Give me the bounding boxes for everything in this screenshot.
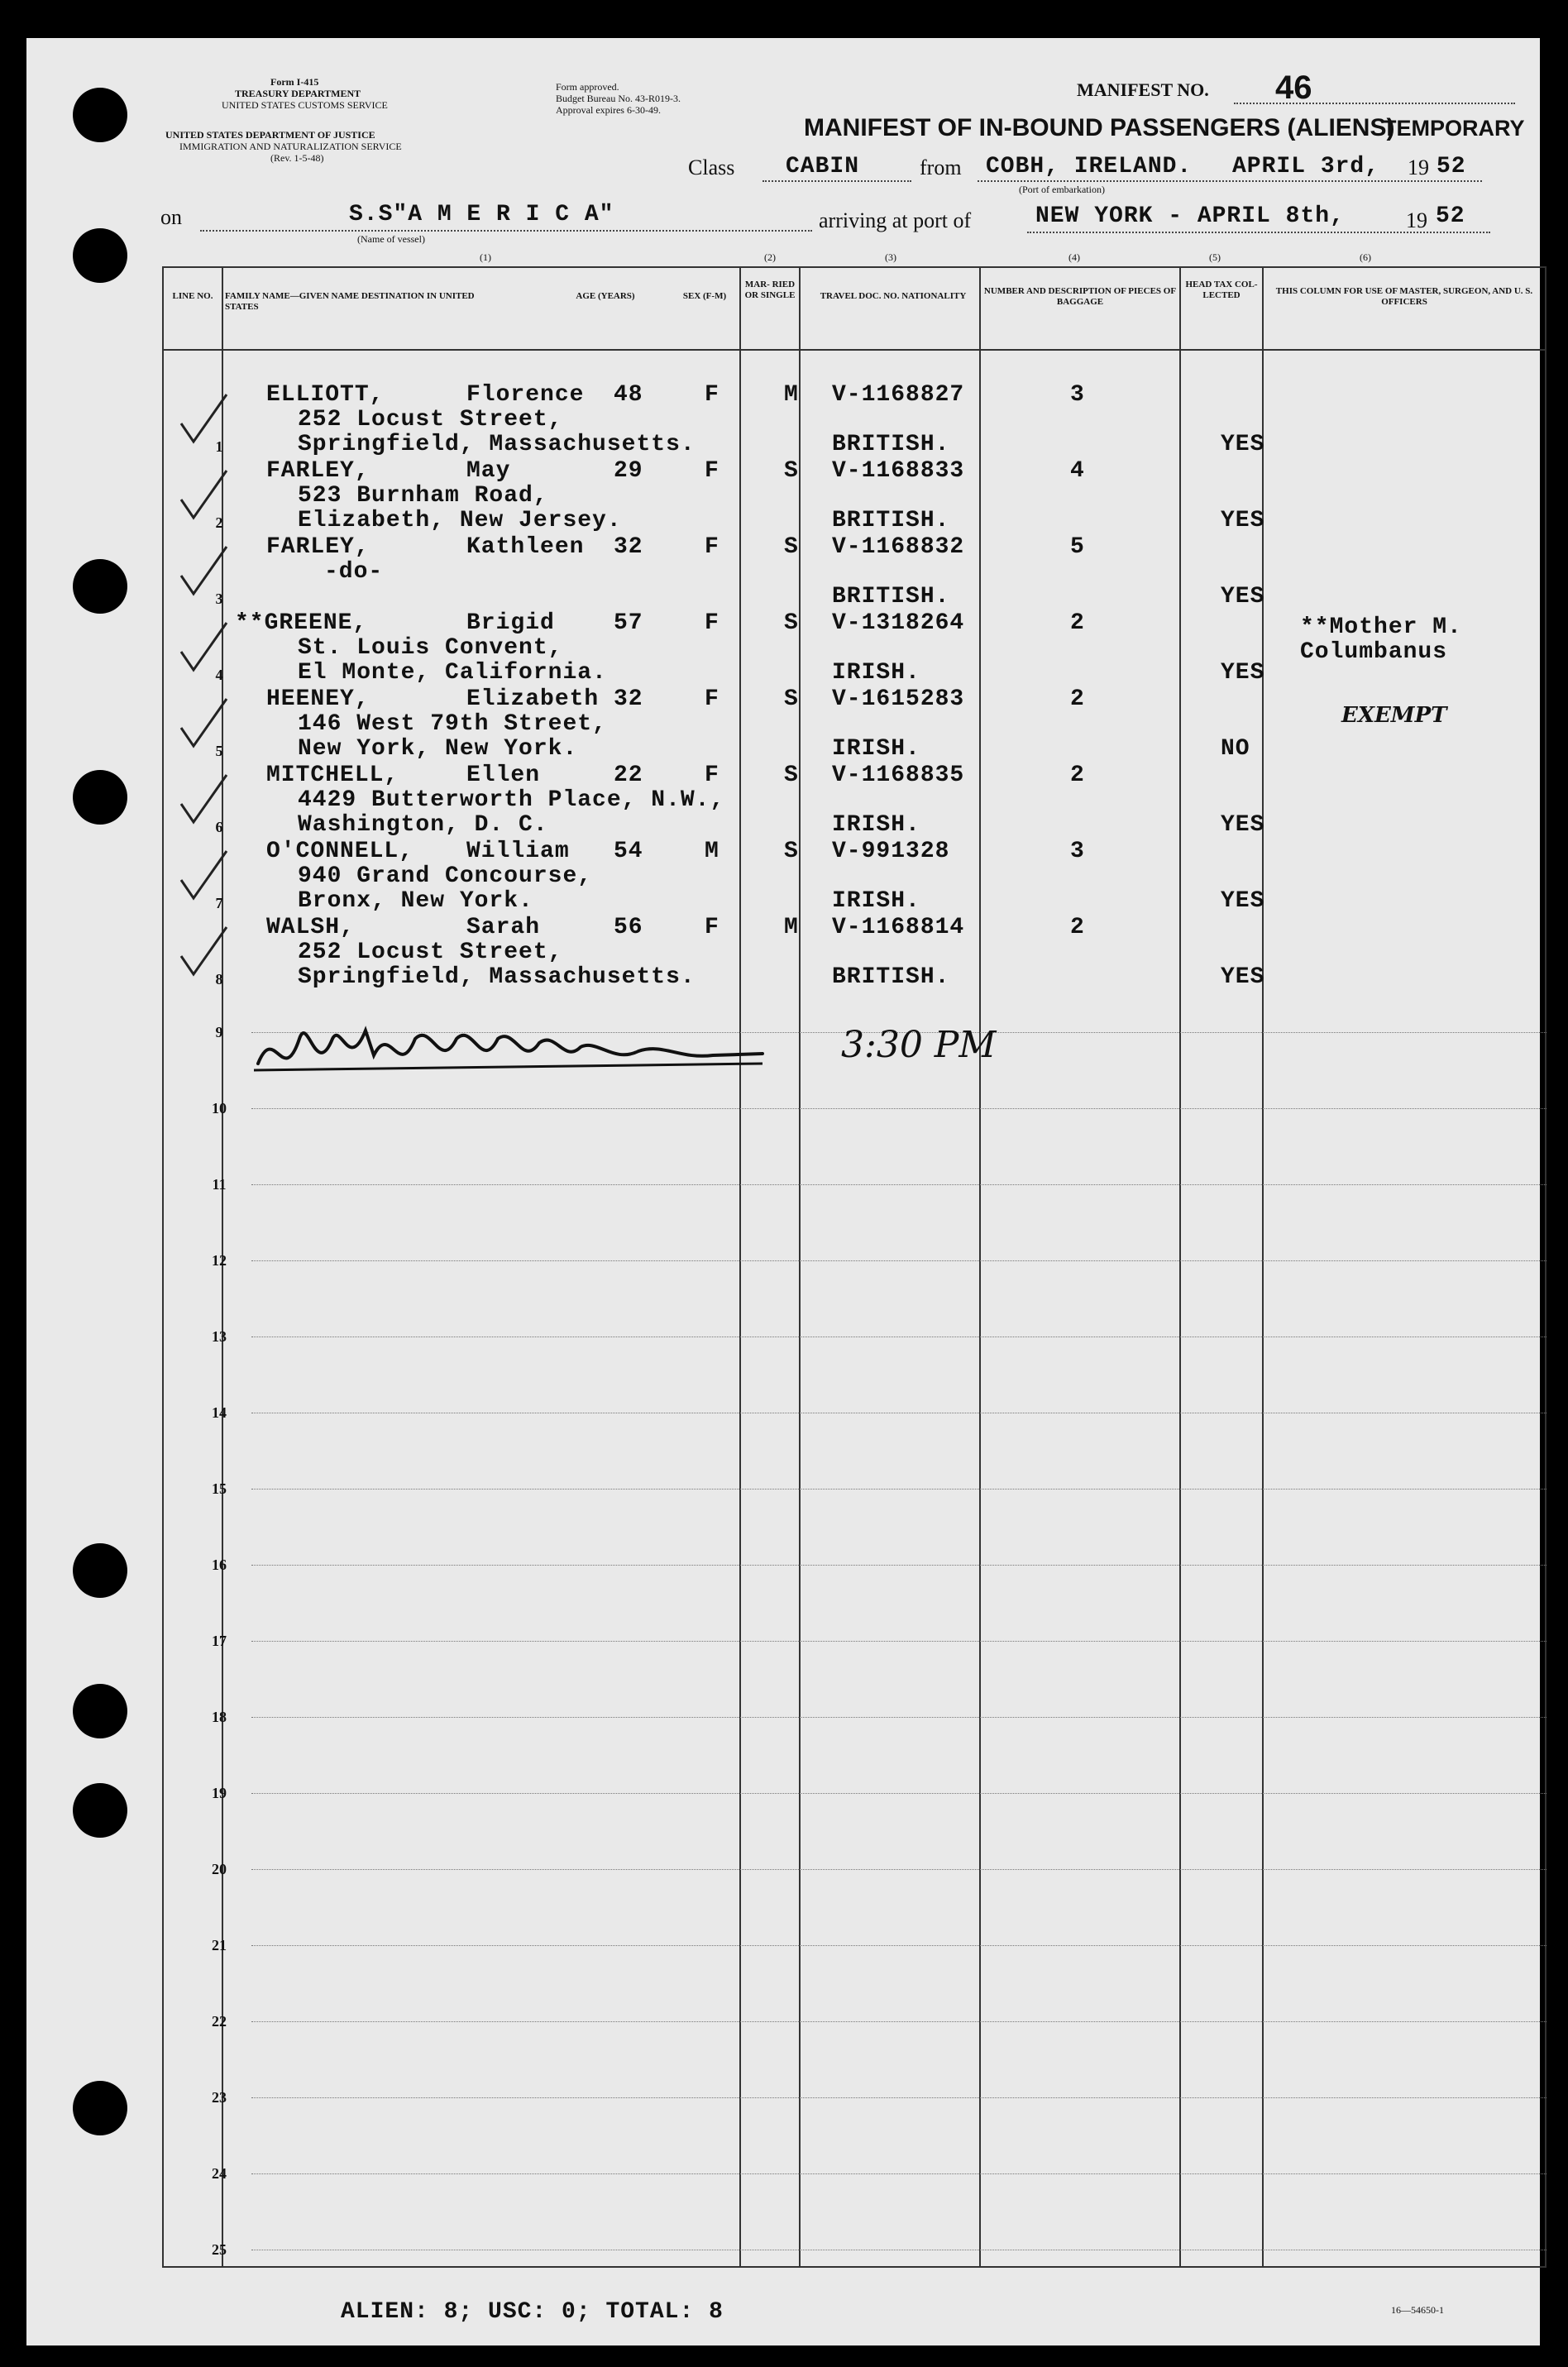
line-number: 24 xyxy=(212,2165,227,2182)
passenger-sex: F xyxy=(705,534,719,560)
empty-row xyxy=(251,1717,1546,1718)
passenger-baggage-count: 3 xyxy=(1070,382,1085,408)
punch-hole xyxy=(73,88,127,142)
line-number: 14 xyxy=(212,1404,227,1421)
passenger-nationality: BRITISH. xyxy=(832,508,950,533)
passenger-address-line1: 523 Burnham Road, xyxy=(298,483,548,509)
line-number: 6 xyxy=(215,819,223,835)
line-number: 25 xyxy=(212,2241,227,2258)
checkmark-icon xyxy=(177,771,235,829)
passenger-address-line2: Bronx, New York. xyxy=(298,888,533,914)
line-number: 16 xyxy=(212,1556,227,1573)
empty-row xyxy=(251,1260,1546,1261)
passenger-marital-status: S xyxy=(784,610,799,636)
passenger-baggage-count: 4 xyxy=(1070,458,1085,484)
class-label: Class xyxy=(688,155,735,179)
passenger-address-line1: -do- xyxy=(324,559,384,585)
arrival-port-date: NEW YORK - APRIL 8th, xyxy=(1035,203,1345,229)
col-number: (5) xyxy=(1209,251,1221,263)
passenger-address-line1: 4429 Butterworth Place, N.W., xyxy=(298,787,725,813)
checkmark-icon xyxy=(177,847,235,905)
checkmark-icon xyxy=(177,619,235,677)
passenger-sex: F xyxy=(705,458,719,484)
passenger-address-line1: 940 Grand Concourse, xyxy=(298,863,593,889)
port-caption: (Port of embarkation) xyxy=(1019,184,1105,195)
col-header-head-tax: HEAD TAX COL- LECTED xyxy=(1185,280,1258,300)
checkmark-icon xyxy=(177,923,235,981)
col-header-baggage: NUMBER AND DESCRIPTION OF PIECES OF BAGGAGE xyxy=(983,286,1177,307)
col-number: (2) xyxy=(764,251,776,263)
passenger-given-name: Florence xyxy=(466,382,585,408)
class-value: CABIN xyxy=(786,154,860,179)
passenger-baggage-count: 3 xyxy=(1070,839,1085,864)
passenger-family-name: **GREENE, xyxy=(235,610,368,636)
col-number: (3) xyxy=(885,251,896,263)
passenger-sex: M xyxy=(705,839,719,864)
line-number: 17 xyxy=(212,1633,227,1649)
empty-row xyxy=(251,1641,1546,1642)
year-prefix: 19 xyxy=(1408,155,1429,179)
passenger-family-name: WALSH, xyxy=(266,915,355,940)
empty-row xyxy=(251,2173,1546,2174)
passenger-head-tax: YES xyxy=(1221,432,1265,457)
passenger-address-line1: 146 West 79th Street, xyxy=(298,711,607,737)
line-number: 2 xyxy=(215,514,223,531)
col-header-age: AGE (YEARS) xyxy=(576,291,635,301)
line-number: 19 xyxy=(212,1785,227,1801)
manifest-page xyxy=(26,38,1540,2345)
line-number: 12 xyxy=(212,1252,227,1269)
line-number: 1 xyxy=(215,438,223,455)
punch-hole xyxy=(73,2081,127,2135)
passenger-age: 56 xyxy=(614,915,643,940)
arrival-year: 52 xyxy=(1436,203,1465,229)
passenger-baggage-count: 5 xyxy=(1070,534,1085,560)
col-header-officers: THIS COLUMN FOR USE OF MASTER, SURGEON, AND U. S. OFFICERS xyxy=(1275,286,1533,307)
passenger-age: 54 xyxy=(614,839,643,864)
officer-note: EXEMPT xyxy=(1341,703,1447,728)
line-number: 15 xyxy=(212,1480,227,1497)
col-number: (4) xyxy=(1068,251,1080,263)
passenger-family-name: ELLIOTT, xyxy=(266,382,385,408)
passenger-baggage-count: 2 xyxy=(1070,686,1085,712)
line-number: 5 xyxy=(215,743,223,759)
passenger-given-name: Kathleen xyxy=(466,534,585,560)
passenger-baggage-count: 2 xyxy=(1070,915,1085,940)
passenger-address-line2: El Monte, California. xyxy=(298,660,607,686)
line-number: 9 xyxy=(215,1024,223,1040)
passenger-marital-status: S xyxy=(784,458,799,484)
passenger-head-tax: YES xyxy=(1221,812,1265,838)
officer-signature xyxy=(250,1006,779,1101)
budget-bureau: Budget Bureau No. 43-R019-3. xyxy=(556,93,681,104)
passenger-head-tax: YES xyxy=(1221,964,1265,990)
manifest-number: 46 xyxy=(1275,69,1312,106)
passenger-address-line1: 252 Locust Street, xyxy=(298,407,563,433)
passenger-age: 32 xyxy=(614,686,643,712)
passenger-marital-status: S xyxy=(784,839,799,864)
passenger-sex: F xyxy=(705,382,719,408)
passenger-family-name: HEENEY, xyxy=(266,686,370,712)
passenger-marital-status: S xyxy=(784,686,799,712)
passenger-sex: F xyxy=(705,763,719,788)
treasury-label: TREASURY DEPARTMENT xyxy=(235,88,361,99)
passenger-sex: F xyxy=(705,915,719,940)
line-number: 22 xyxy=(212,2013,227,2030)
passenger-nationality: IRISH. xyxy=(832,812,920,838)
checkmark-icon xyxy=(177,390,235,448)
ins-label: IMMIGRATION AND NATURALIZATION SERVICE xyxy=(179,141,402,152)
line-number: 4 xyxy=(215,667,223,683)
line-number: 3 xyxy=(215,591,223,607)
punch-hole xyxy=(73,559,127,614)
passenger-age: 32 xyxy=(614,534,643,560)
from-label: from xyxy=(920,155,962,179)
passenger-nationality: BRITISH. xyxy=(832,964,950,990)
passenger-head-tax: YES xyxy=(1221,888,1265,914)
passenger-travel-doc: V-1168833 xyxy=(832,458,965,484)
col-header-name: FAMILY NAME—GIVEN NAME DESTINATION IN UNITED STATES xyxy=(225,291,475,312)
vessel-caption: (Name of vessel) xyxy=(357,233,425,245)
passenger-nationality: IRISH. xyxy=(832,660,920,686)
line-number: 11 xyxy=(212,1176,227,1193)
empty-row xyxy=(251,1489,1546,1490)
embarkation-port: COBH, IRELAND. xyxy=(986,154,1193,179)
empty-row xyxy=(251,1793,1546,1794)
empty-row xyxy=(251,1869,1546,1870)
line-number: 21 xyxy=(212,1937,227,1953)
line-number: 18 xyxy=(212,1709,227,1725)
officer-note: **Mother M. Columbanus xyxy=(1300,614,1462,665)
col-number: (1) xyxy=(480,251,491,263)
embarkation-year: 52 xyxy=(1437,154,1466,179)
arrival-time-note: 3:30 PM xyxy=(841,1024,997,1066)
passenger-given-name: Elizabeth xyxy=(466,686,600,712)
passenger-travel-doc: V-1168832 xyxy=(832,534,965,560)
col-header-sex: SEX (F-M) xyxy=(682,291,727,301)
passenger-family-name: FARLEY, xyxy=(266,534,370,560)
passenger-nationality: BRITISH. xyxy=(832,584,950,610)
form-number: Form I-415 xyxy=(270,76,319,88)
punch-hole xyxy=(73,1783,127,1838)
passenger-marital-status: S xyxy=(784,763,799,788)
checkmark-icon xyxy=(177,466,235,524)
passenger-given-name: Sarah xyxy=(466,915,541,940)
punch-hole xyxy=(73,770,127,825)
manifest-no-label: MANIFEST NO. xyxy=(1077,79,1209,100)
passenger-nationality: IRISH. xyxy=(832,736,920,762)
passenger-head-tax: YES xyxy=(1221,584,1265,610)
empty-row xyxy=(251,1565,1546,1566)
passenger-address-line2: Springfield, Massachusetts. xyxy=(298,432,696,457)
passenger-travel-doc: V-1168827 xyxy=(832,382,965,408)
passenger-sex: F xyxy=(705,686,719,712)
checkmark-icon xyxy=(177,695,235,753)
passenger-head-tax: NO xyxy=(1221,736,1250,762)
passenger-nationality: BRITISH. xyxy=(832,432,950,457)
col-header-married: MAR- RIED OR SINGLE xyxy=(744,280,796,300)
passenger-travel-doc: V-1615283 xyxy=(832,686,965,712)
passenger-baggage-count: 2 xyxy=(1070,610,1085,636)
passenger-age: 29 xyxy=(614,458,643,484)
line-number: 23 xyxy=(212,2089,227,2106)
passenger-given-name: Brigid xyxy=(466,610,555,636)
passenger-age: 22 xyxy=(614,763,643,788)
vessel-name: S.S"A M E R I C A" xyxy=(349,202,614,227)
line-number: 20 xyxy=(212,1861,227,1877)
passenger-address-line2: Springfield, Massachusetts. xyxy=(298,964,696,990)
signature-scrawl xyxy=(250,1006,779,1097)
passenger-marital-status: S xyxy=(784,534,799,560)
line-number: 8 xyxy=(215,971,223,987)
passenger-marital-status: M xyxy=(784,915,799,940)
passenger-address-line2: Elizabeth, New Jersey. xyxy=(298,508,622,533)
passenger-travel-doc: V-991328 xyxy=(832,839,950,864)
passenger-head-tax: YES xyxy=(1221,660,1265,686)
passenger-sex: F xyxy=(705,610,719,636)
col-header-line: LINE NO. xyxy=(172,291,213,301)
customs-label: UNITED STATES CUSTOMS SERVICE xyxy=(222,99,388,111)
empty-row xyxy=(251,2021,1546,2022)
approval-expires: Approval expires 6-30-49. xyxy=(556,104,661,116)
passenger-given-name: William xyxy=(466,839,570,864)
passenger-travel-doc: V-1168835 xyxy=(832,763,965,788)
passenger-marital-status: M xyxy=(784,382,799,408)
passenger-head-tax: YES xyxy=(1221,508,1265,533)
empty-row xyxy=(251,1108,1546,1109)
empty-row xyxy=(251,1945,1546,1946)
revision-label: (Rev. 1-5-48) xyxy=(270,152,324,164)
line-number: 13 xyxy=(212,1328,227,1345)
passenger-address-line1: St. Louis Convent, xyxy=(298,635,563,661)
passenger-address-line1: 252 Locust Street, xyxy=(298,940,563,965)
arrival-year-prefix: 19 xyxy=(1406,208,1427,232)
punch-hole xyxy=(73,1543,127,1598)
empty-row xyxy=(251,2097,1546,2098)
passenger-family-name: O'CONNELL, xyxy=(266,839,414,864)
passenger-family-name: MITCHELL, xyxy=(266,763,399,788)
line-number: 10 xyxy=(212,1100,227,1117)
footer-code: 16—54650-1 xyxy=(1391,2304,1444,2316)
passenger-baggage-count: 2 xyxy=(1070,763,1085,788)
empty-row xyxy=(251,1184,1546,1185)
punch-hole xyxy=(73,1684,127,1738)
manifest-title: MANIFEST OF IN-BOUND PASSENGERS (ALIENS) xyxy=(804,114,1395,141)
checkmark-icon xyxy=(177,543,235,600)
passenger-given-name: Ellen xyxy=(466,763,541,788)
passenger-travel-doc: V-1168814 xyxy=(832,915,965,940)
passenger-address-line2: Washington, D. C. xyxy=(298,812,548,838)
justice-label: UNITED STATES DEPARTMENT OF JUSTICE xyxy=(165,129,375,141)
passenger-age: 48 xyxy=(614,382,643,408)
embarkation-date: APRIL 3rd, xyxy=(1232,154,1380,179)
manifest-title-suffix: TEMPORARY xyxy=(1383,116,1525,141)
punch-hole xyxy=(73,228,127,283)
passenger-address-line2: New York, New York. xyxy=(298,736,578,762)
form-approved: Form approved. xyxy=(556,81,619,93)
passenger-age: 57 xyxy=(614,610,643,636)
passenger-nationality: IRISH. xyxy=(832,888,920,914)
totals-line: ALIEN: 8; USC: 0; TOTAL: 8 xyxy=(341,2299,724,2325)
passenger-travel-doc: V-1318264 xyxy=(832,610,965,636)
passenger-given-name: May xyxy=(466,458,511,484)
col-number: (6) xyxy=(1360,251,1371,263)
line-number: 7 xyxy=(215,895,223,911)
arriving-label: arriving at port of xyxy=(819,208,972,232)
on-label: on xyxy=(160,205,182,229)
col-header-travel-doc: TRAVEL DOC. NO. NATIONALITY xyxy=(820,291,967,301)
passenger-family-name: FARLEY, xyxy=(266,458,370,484)
